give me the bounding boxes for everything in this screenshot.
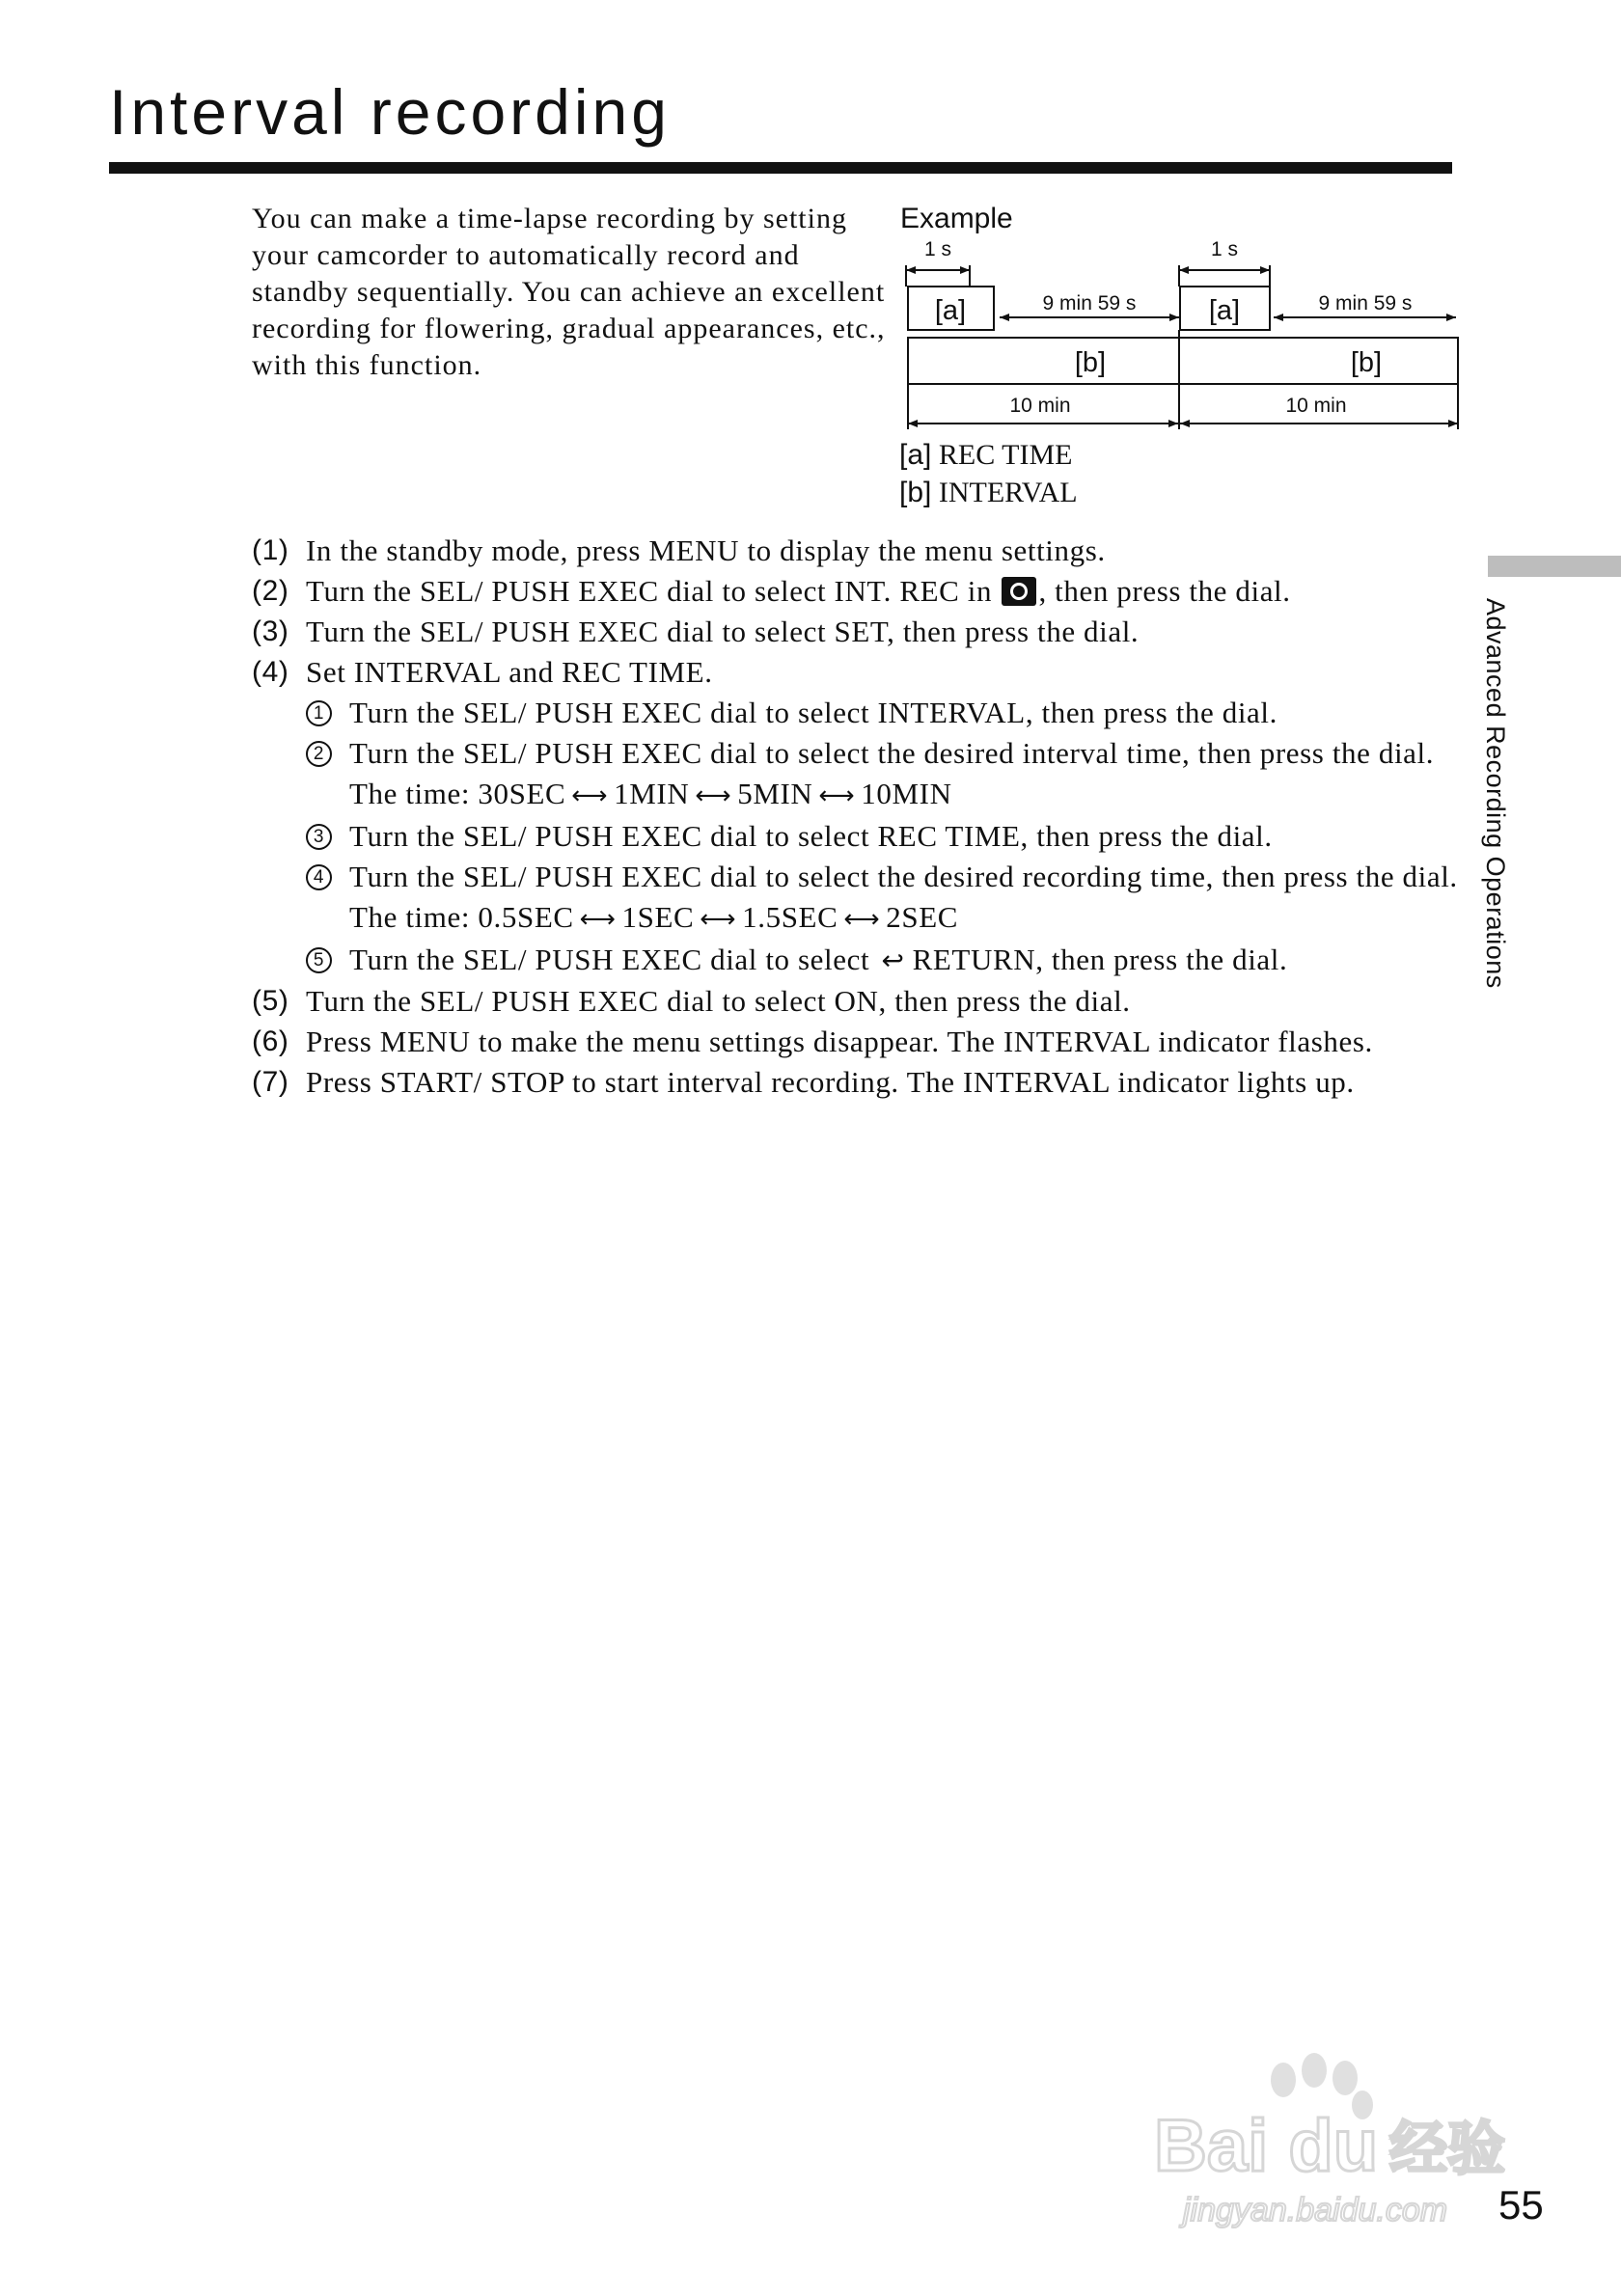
step-number: (7) bbox=[252, 1066, 289, 1098]
step-6 bbox=[252, 1022, 1458, 1062]
page-number: 55 bbox=[1498, 2182, 1544, 2228]
step-text: Turn the SEL/ PUSH EXEC dial to select SET, then press the dial. bbox=[306, 615, 1140, 648]
one-second-arrows bbox=[906, 265, 1270, 287]
step-number: (3) bbox=[252, 615, 289, 647]
ten-min-arrows bbox=[908, 420, 1458, 427]
step-text: , then press the dial. bbox=[1038, 574, 1291, 608]
substep-5 bbox=[252, 940, 1458, 981]
circled-number: 4 bbox=[306, 864, 332, 890]
gap-label-2: 9 min 59 s bbox=[1318, 292, 1413, 314]
step-5 bbox=[252, 981, 1458, 1022]
step-1 bbox=[252, 531, 1458, 571]
baidu-paw-icon bbox=[1148, 2045, 1534, 2238]
step-number: (1) bbox=[252, 534, 289, 566]
baidu-watermark bbox=[1148, 2045, 1534, 2238]
b-bar-label-1: [b] bbox=[1074, 347, 1107, 378]
legend-item-b bbox=[899, 474, 1078, 511]
step-text: Turn the SEL/ PUSH EXEC dial to select INT. REC in bbox=[306, 574, 993, 608]
title-rule bbox=[109, 162, 1452, 174]
step-4 bbox=[252, 652, 1458, 693]
step-text: Turn the SEL/ PUSH EXEC dial to select bbox=[349, 943, 870, 976]
a-box-label-1: [a] bbox=[934, 295, 967, 326]
step-number: (6) bbox=[252, 1025, 289, 1057]
intro-paragraph: You can make a time-lapse recording by setting your camcorder to automatically record and standby sequentially. You can achieve an excellent recording for flowering, gradual appearances, etc., with this function. bbox=[252, 203, 886, 381]
double-arrow-icon: ⟷ bbox=[843, 905, 881, 934]
legend-tag: [b] bbox=[899, 477, 932, 508]
camera-set-menu-icon bbox=[1002, 577, 1036, 606]
watermark-url: jingyan.baidu.com bbox=[1183, 2192, 1448, 2228]
step-7 bbox=[252, 1062, 1458, 1103]
legend-tag: [a] bbox=[899, 439, 932, 471]
substep-2 bbox=[252, 733, 1458, 774]
double-arrow-icon: ⟷ bbox=[700, 905, 737, 934]
step-3 bbox=[252, 612, 1458, 652]
one-second-label-1: 1 s bbox=[923, 238, 952, 260]
interval-time-options: The time: 30SEC ⟷ 1MIN ⟷ 5MIN ⟷ 10MIN bbox=[252, 774, 1458, 816]
watermark-brand: Bai du bbox=[1154, 2105, 1379, 2187]
timing-diagram-svg bbox=[893, 198, 1462, 434]
step-2 bbox=[252, 571, 1458, 612]
circled-number: 5 bbox=[306, 947, 332, 973]
procedure-steps bbox=[252, 531, 1458, 1103]
ten-min-label-2: 10 min bbox=[1285, 395, 1347, 417]
ten-min-label-1: 10 min bbox=[1009, 395, 1071, 417]
substep-3 bbox=[252, 816, 1458, 857]
a-box-label-2: [a] bbox=[1208, 295, 1241, 326]
section-tab-label: Advanced Recording Operations bbox=[1481, 598, 1510, 989]
circled-number: 1 bbox=[306, 700, 332, 726]
step-text: In the standby mode, press MENU to display the menu settings. bbox=[306, 533, 1106, 567]
page-title: Interval recording bbox=[109, 76, 671, 148]
step-text: Turn the SEL/ PUSH EXEC dial to select ON, then press the dial. bbox=[306, 984, 1131, 1018]
step-text: Turn the SEL/ PUSH EXEC dial to select REC TIME, then press the dial. bbox=[349, 819, 1273, 853]
return-icon: ↩ bbox=[881, 944, 905, 976]
circled-number: 2 bbox=[306, 741, 332, 767]
one-second-label-2: 1 s bbox=[1210, 238, 1239, 260]
step-text: RETURN, then press the dial. bbox=[912, 943, 1288, 976]
watermark-cn: 经验 bbox=[1389, 2116, 1505, 2183]
double-arrow-icon: ⟷ bbox=[818, 781, 856, 810]
legend-item-a bbox=[899, 436, 1078, 474]
step-text: Press START/ STOP to start interval recording. The INTERVAL indicator lights up. bbox=[306, 1065, 1355, 1099]
step-number: (5) bbox=[252, 985, 289, 1017]
substep-1 bbox=[252, 693, 1458, 733]
step-text: Turn the SEL/ PUSH EXEC dial to select INTERVAL, then press the dial. bbox=[349, 696, 1278, 729]
section-tab-bar bbox=[1488, 556, 1621, 577]
example-diagram bbox=[893, 198, 1462, 439]
diagram-legend bbox=[899, 436, 1078, 511]
double-arrow-icon: ⟷ bbox=[579, 905, 617, 934]
step-text: Turn the SEL/ PUSH EXEC dial to select the desired recording time, then press the dial. bbox=[349, 860, 1458, 893]
double-arrow-icon: ⟷ bbox=[571, 781, 609, 810]
rec-time-options: The time: 0.5SEC ⟷ 1SEC ⟷ 1.5SEC ⟷ 2SEC bbox=[252, 897, 1458, 940]
circled-number: 3 bbox=[306, 824, 332, 850]
b-bar-label-2: [b] bbox=[1350, 347, 1383, 378]
double-arrow-icon: ⟷ bbox=[695, 781, 732, 810]
legend-text: INTERVAL bbox=[938, 477, 1078, 508]
step-number: (2) bbox=[252, 575, 289, 607]
step-text: Turn the SEL/ PUSH EXEC dial to select the desired interval time, then press the dial. bbox=[349, 736, 1435, 770]
gap-label-1: 9 min 59 s bbox=[1042, 292, 1137, 314]
step-text: Set INTERVAL and REC TIME. bbox=[306, 655, 713, 689]
legend-text: REC TIME bbox=[938, 439, 1073, 471]
substep-4 bbox=[252, 857, 1458, 897]
step-number: (4) bbox=[252, 656, 289, 688]
diagram-heading: Example bbox=[900, 203, 1013, 234]
step-text: Press MENU to make the menu settings disappear. The INTERVAL indicator flashes. bbox=[306, 1025, 1373, 1058]
